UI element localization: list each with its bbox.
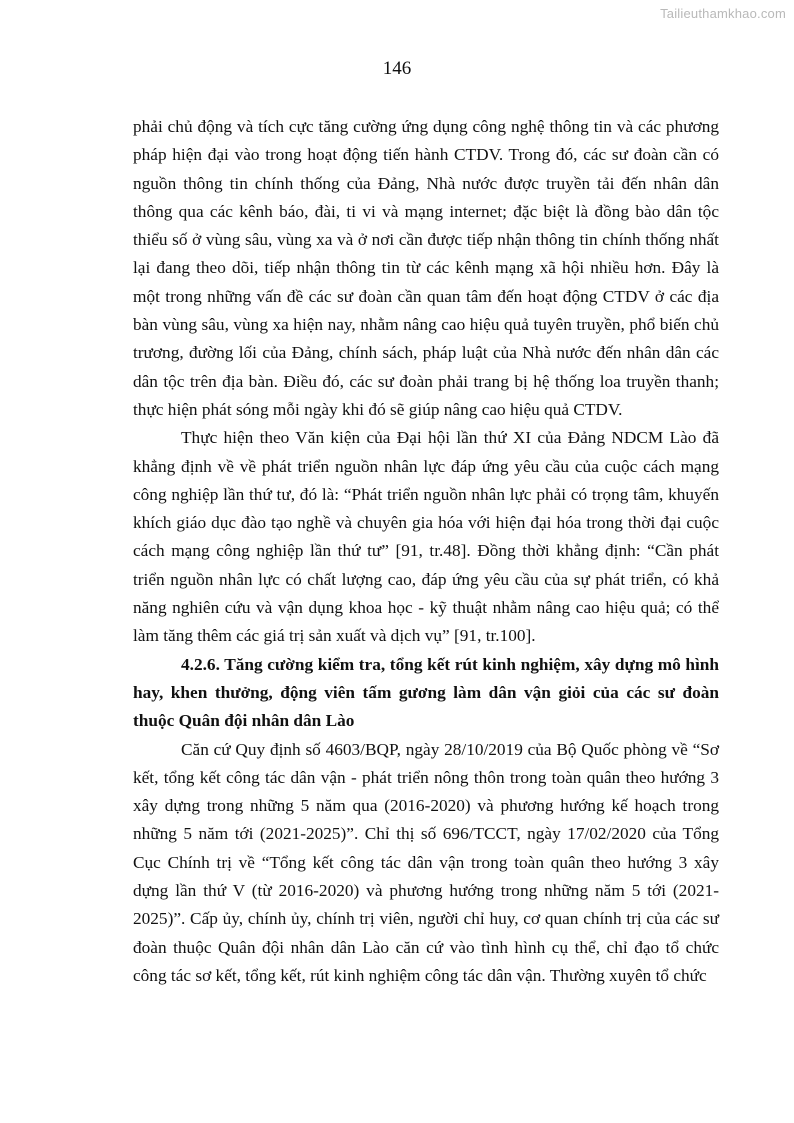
paragraph-regulation: Căn cứ Quy định số 4603/BQP, ngày 28/10/2019 của Bộ Quốc phòng về “Sơ kết, tổng kết công tác dân vận - phát triển nông thôn trong toàn quân theo hướng 3 xây dựng trong những 5 năm qua (2016-2020) và phương hướng kế hoạch trong những 5 năm tới (2021-2025)”. Chỉ thị số 696/TCCT, ngày 17/02/2020 của Tổng Cục Chính trị về “Tổng kết công tác dân vận trong toàn quân theo hướng 3 xây dựng lần thứ V (từ 2016-2020) và phương hướng trong những năm 5 tới (2021-2025)”. Cấp ủy, chính ủy, chính trị viên, người chỉ huy, cơ quan chính trị của các sư đoàn thuộc Quân đội nhân dân Lào căn cứ vào tình hình cụ thể, chỉ đạo tổ chức công tác sơ kết, tổng kết, rút kinh nghiệm công tác dân vận. Thường xuyên tổ chức <box>133 739 719 985</box>
section-heading-4-2-6: 4.2.6. Tăng cường kiểm tra, tổng kết rút kinh nghiệm, xây dựng mô hình hay, khen thưởng, động viên tấm gương làm dân vận giỏi của các sư đoàn thuộc Quân đội nhân dân Lào <box>133 654 719 731</box>
paragraph-lao-congress: Thực hiện theo Văn kiện của Đại hội lần thứ XI của Đảng NDCM Lào đã khẳng định về về phát triển nguồn nhân lực đáp ứng yêu cầu của cuộc cách mạng công nghiệp lần thứ tư, đó là: “Phát triển nguồn nhân lực phải có trọng tâm, khuyến khích giáo dục đào tạo nghề và chuyên gia hóa với hiện đại hóa trong thời đại cuộc cách mạng công nghiệp lần thứ tư” [91, tr.48]. Đồng thời khẳng định: “Cần phát triển nguồn nhân lực có chất lượng cao, đáp ứng yêu cầu của sự phát triển, có khả năng nghiên cứu và vận dụng khoa học - kỹ thuật nhằm nâng cao hiệu quả; có thể làm tăng thêm các giá trị sản xuất và dịch vụ” [91, tr.100]. <box>133 428 719 646</box>
page-body <box>133 113 719 990</box>
page-number: 146 <box>382 58 412 79</box>
paragraph-continuation: phải chủ động và tích cực tăng cường ứng dụng công nghệ thông tin và các phương pháp hiện đại vào trong hoạt động tiến hành CTDV. Trong đó, các sư đoàn cần có nguồn thông tin chính thống của Đảng, Nhà nước được truyền tải đến nhân dân thông qua các kênh báo, đài, ti vi và mạng internet; đặc biệt là đồng bào dân tộc thiểu số ở vùng sâu, vùng xa và ở nơi cần được tiếp nhận thông tin chính thống nhất lại đang theo dõi, tiếp nhận thông tin từ các kênh mạng xã hội nhiều hơn. Đây là một trong những vấn đề các sư đoàn cần quan tâm đến hoạt động CTDV ở các địa bàn vùng sâu, vùng xa hiện nay, nhằm nâng cao hiệu quả tuyên truyền, phổ biến chủ trương, đường lối của Đảng, chính sách, pháp luật của Nhà nước đến nhân dân các dân tộc trên địa bàn. Điều đó, các sư đoàn phải trang bị hệ thống loa truyền thanh; thực hiện phát sóng mỗi ngày khi đó sẽ giúp nâng cao hiệu quả CTDV. <box>133 117 719 419</box>
watermark: Tailieuthamkhao.com <box>660 6 786 21</box>
